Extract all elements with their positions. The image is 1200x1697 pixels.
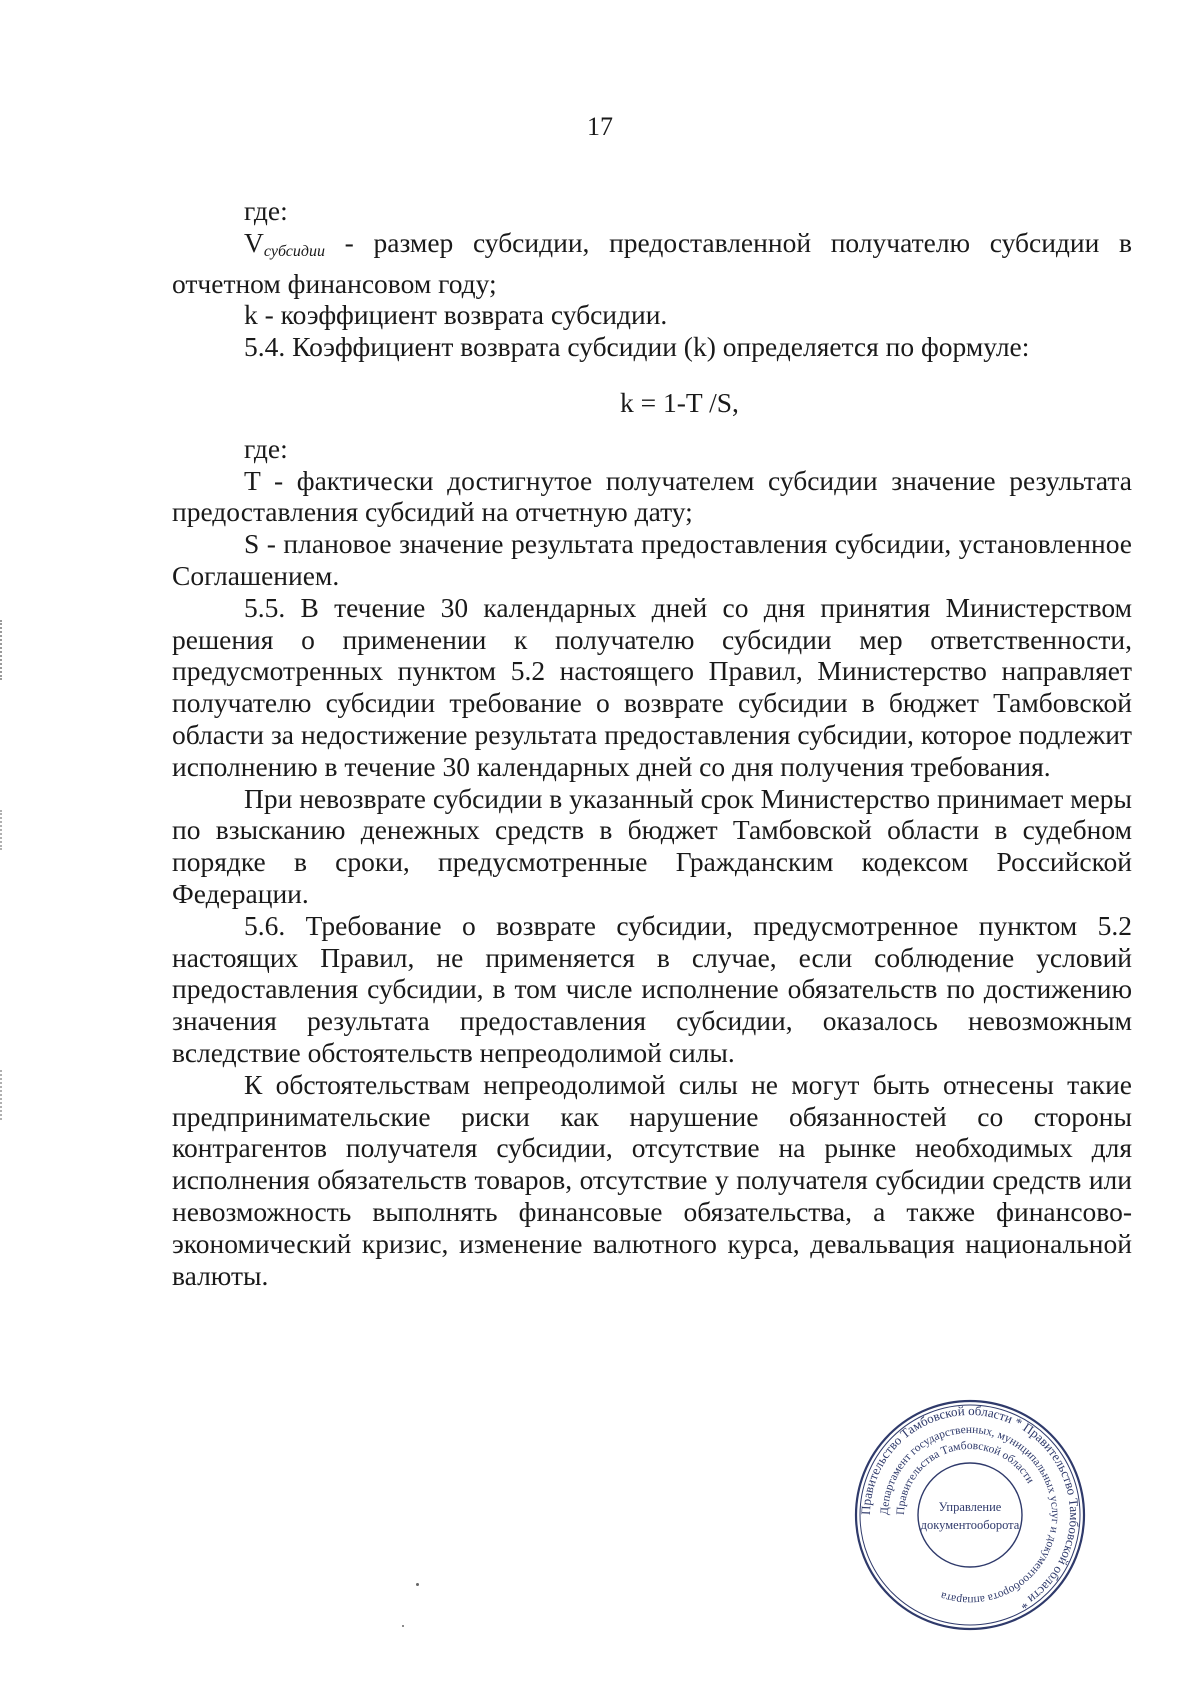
stamp-outer-text: Правительство Тамбовской области * Правительство Тамбовской области * <box>857 1402 1083 1613</box>
paragraph-where-2: где: <box>244 432 288 464</box>
scan-speck <box>402 1625 404 1627</box>
variable-v-description: - размер субсидии, предоставленной получателю субсидии в отчетном финансовом году; <box>172 226 1132 299</box>
stamp-seal-icon <box>850 1395 1090 1635</box>
scan-speck <box>416 1583 419 1586</box>
paragraph-v-definition <box>172 227 1132 300</box>
stamp-middle-text: Департамент государственных, муниципальных услуг и документооборота аппарата <box>878 1423 1062 1607</box>
paragraph-where-1: где: <box>244 195 288 226</box>
stamp-inner-text: Правительства Тамбовской области <box>894 1439 1037 1516</box>
scan-artifact-left-1 <box>0 620 6 680</box>
formula: k = 1-T /S, <box>620 386 739 418</box>
paragraph-5-5: 5.5. В течение 30 календарных дней со дня принятия Министерством решения о применении к получателю субсидии мер ответственности, предусмотренных пунктом 5.2 настоящего Правил, Министерство направляет получателю субсидии требование о возврате субсидии в бюджет Тамбовской области за недостижение результата предоставления субсидии, которое подлежит исполнению в течение 30 календарных дней со дня получения требования. <box>172 591 1132 782</box>
paragraph-5-6: 5.6. Требование о возврате субсидии, предусмотренное пунктом 5.2 настоящих Правил, не применяется в случае, если соблюдение условий предоставления субсидии, в том числе исполнение обязательств по достижению значения результата предоставления субсидии, оказалось невозможным вследствие обстоятельств непреодолимой силы. <box>172 909 1132 1068</box>
paragraph-force-majeure: К обстоятельствам непреодолимой силы не могут быть отнесены такие предпринимательские риски как нарушение обязанностей со стороны контрагентов получателя субсидии, отсутствие на рынке необходимых для исполнения обязательств товаров, отсутствие у получателя субсидии средств или невозможность выполнять финансовые обязательства, а также финансово-экономический кризис, изменение валютного курса, девальвация национальной валюты. <box>172 1068 1132 1291</box>
page-number: 17 <box>587 112 613 141</box>
scan-artifact-left-3 <box>0 1070 6 1120</box>
variable-v: V <box>244 226 264 258</box>
paragraph-s-definition: S - плановое значение результата предоставления субсидии, установленное Соглашением. <box>172 528 1132 591</box>
stamp-center-line-1: Управление <box>938 1500 1002 1514</box>
scan-artifact-left-2 <box>0 810 6 850</box>
paragraph-t-definition: T - фактически достигнутое получателем субсидии значение результата предоставления субсидий на отчетную дату; <box>172 464 1132 528</box>
official-stamp <box>850 1395 1090 1635</box>
variable-v-subscript: субсидии <box>263 242 325 260</box>
stamp-center-line-2: документооборота <box>920 1518 1020 1532</box>
paragraph-non-return: При невозврате субсидии в указанный срок Министерство принимает меры по взысканию денежных средств в бюджет Тамбовской области в судебном порядке в сроки, предусмотренные Гражданским кодексом Российской Федерации. <box>172 782 1132 909</box>
paragraph-k-definition: k - коэффициент возврата субсидии. <box>244 299 668 331</box>
paragraph-5-4: 5.4. Коэффициент возврата субсидии (k) определяется по формуле: <box>244 331 1030 363</box>
document-body <box>172 195 1132 1291</box>
